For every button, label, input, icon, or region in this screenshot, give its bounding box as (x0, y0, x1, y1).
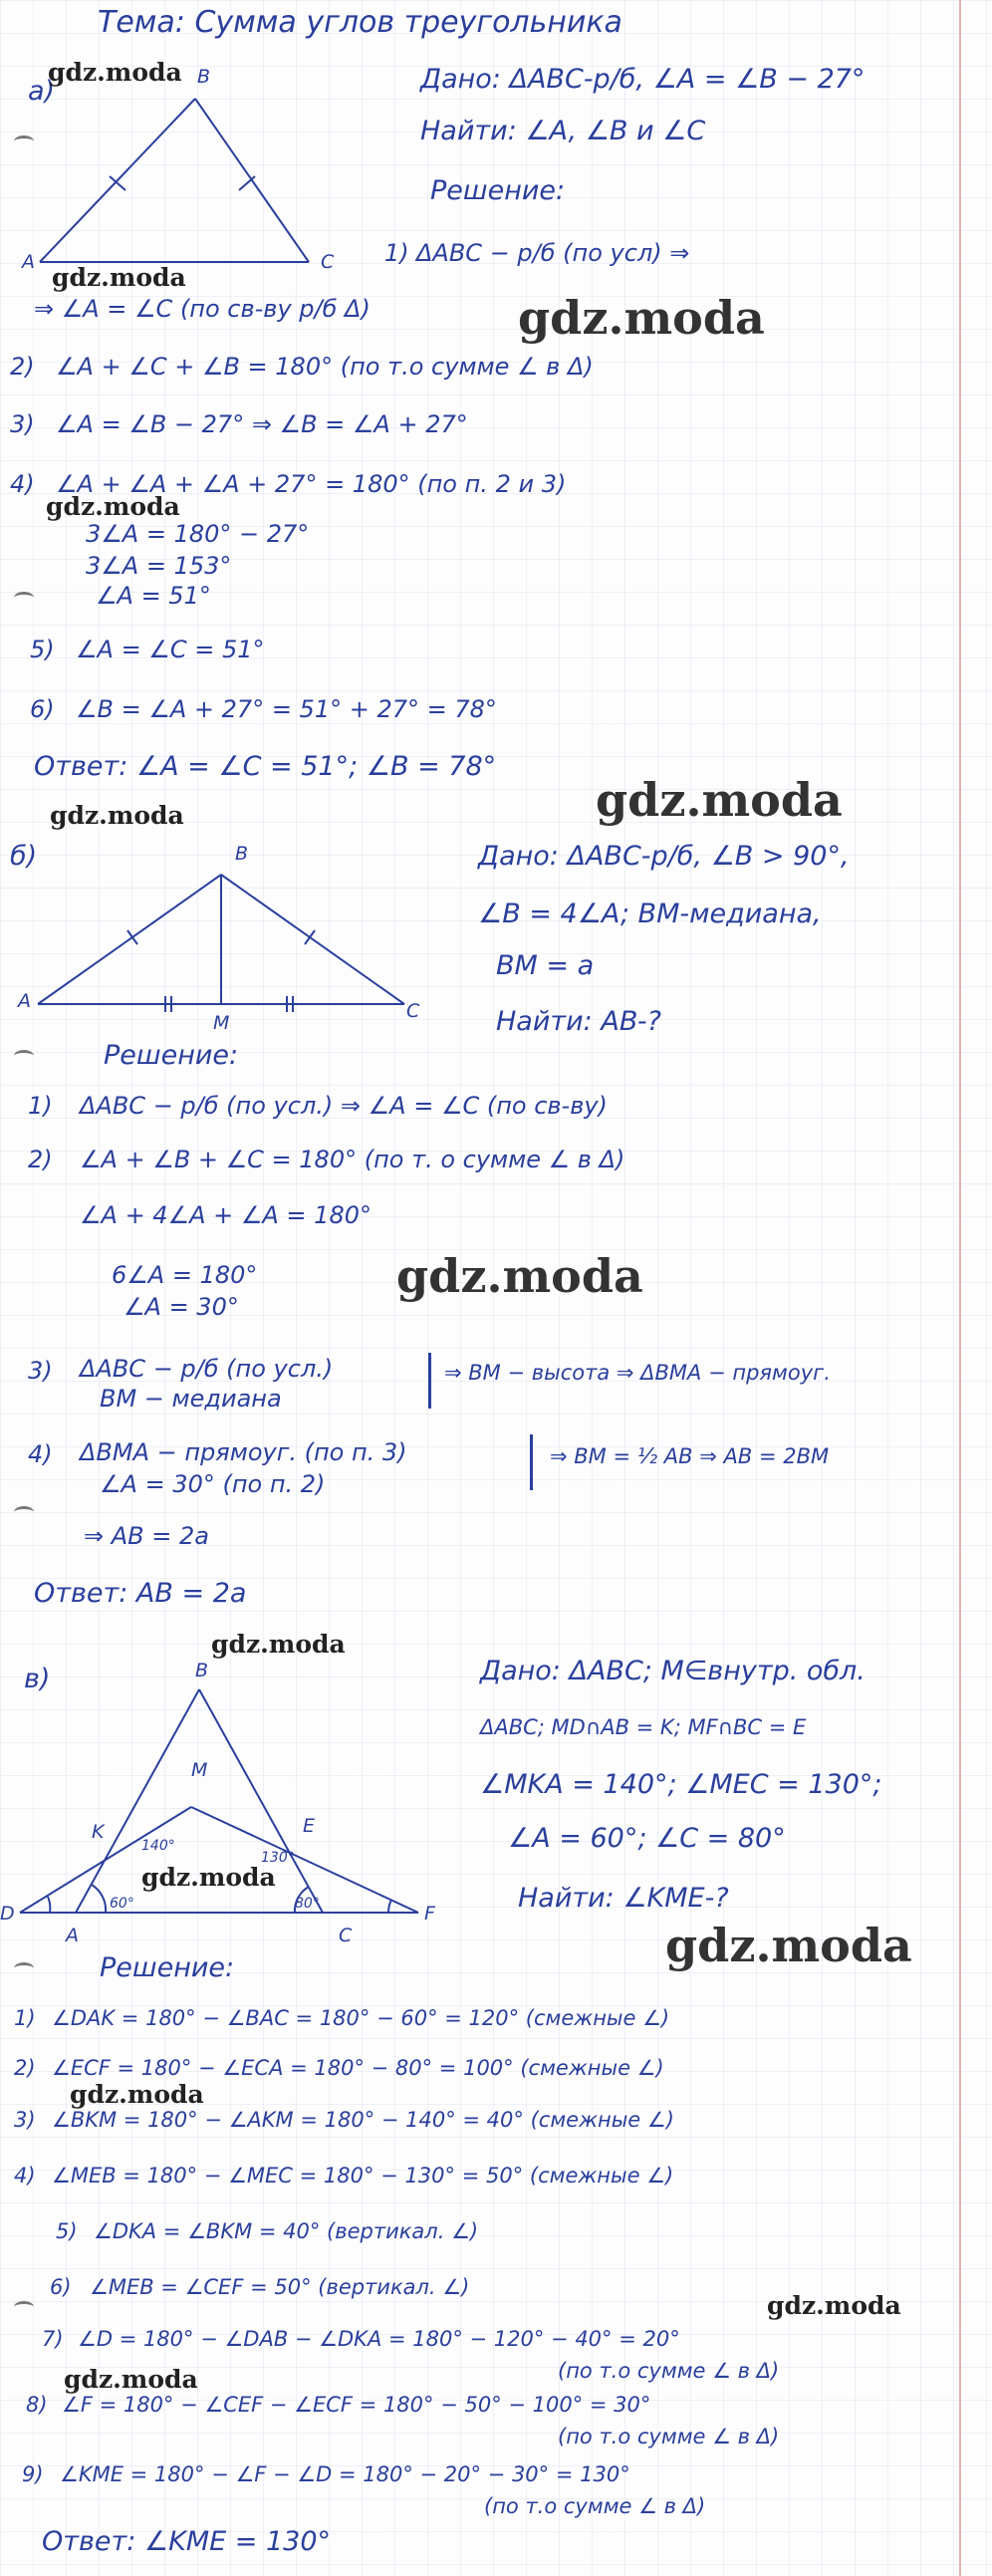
vertex-a-label: A (18, 990, 31, 1012)
watermark: gdz.moda (46, 492, 180, 521)
step-number: 5) (56, 2219, 78, 2243)
step-number: 6) (30, 695, 55, 723)
vertex-c-label: C (321, 251, 335, 273)
step-text: ΔABC − р/б (по усл.) (80, 1355, 334, 1383)
binder-hole-mark (14, 1962, 34, 1974)
step-text: ∠BKM = 180° − ∠AKM = 180° − 140° = 40° (смежные ∠) (52, 2108, 674, 2132)
watermark: gdz.moda (70, 2080, 204, 2109)
step-text: ∠A + 4∠A + ∠A = 180° (80, 1201, 372, 1229)
step-text: ⇒ ∠A = ∠C (по св-ву р/б Δ) (34, 295, 371, 323)
vertex-b-label: B (197, 66, 211, 88)
part-c-label: в) (24, 1664, 51, 1694)
watermark: gdz.moda (48, 58, 182, 87)
step-text: ∠D = 180° − ∠DAB − ∠DKA = 180° − 120° − 40° = 20° (78, 2327, 680, 2351)
vertex-c-label: C (339, 1925, 353, 1946)
solution-title-a: Решение: (430, 175, 566, 206)
step-text: ∠A = 30° (124, 1293, 239, 1321)
equal-tick-mark (239, 176, 255, 190)
step-text: ∠KME = 180° − ∠F − ∠D = 180° − 20° − 30° = 130° (60, 2462, 630, 2486)
watermark: gdz.moda (211, 1630, 346, 1659)
line-dm (20, 1807, 191, 1913)
vertex-k-label: K (92, 1821, 105, 1843)
angle-arc-d (48, 1897, 50, 1913)
vertex-e-label: E (303, 1815, 316, 1837)
given-c-line-1: Дано: ΔABC; M∈внутр. обл. (480, 1656, 866, 1686)
step-number: 1) (384, 239, 409, 267)
step-text: ΔABC − р/б (по усл.) ⇒ ∠A = ∠C (по св-ву) (80, 1092, 608, 1120)
step-text: ∠DKA = ∠BKM = 40° (вертикал. ∠) (94, 2219, 479, 2243)
step-text: 3∠A = 180° − 27° (86, 520, 310, 548)
step-text: ∠A + ∠C + ∠B = 180° (по т.о сумме ∠ в Δ) (56, 353, 594, 381)
equal-tick-mark (305, 930, 315, 944)
answer-a: Ответ: ∠A = ∠C = 51°; ∠B = 78° (34, 751, 497, 782)
step-text: ∠A + ∠B + ∠C = 180° (по т. о сумме ∠ в Δ) (80, 1146, 625, 1173)
binder-hole-mark (14, 2301, 34, 2313)
watermark: gdz.moda (596, 773, 843, 827)
step-number: 3) (10, 410, 35, 438)
step-text: ∠MEB = ∠CEF = 50° (вертикал. ∠) (90, 2275, 470, 2299)
step-number: 2) (10, 353, 35, 381)
step-number: 1) (14, 2006, 36, 2030)
find-c: Найти: ∠KME-? (518, 1883, 729, 1914)
angle-arc-f (388, 1900, 391, 1913)
step-text: ∠B = ∠A + 27° = 51° + 27° = 78° (76, 695, 497, 723)
find-a: Найти: ∠A, ∠B и ∠C (420, 116, 706, 146)
vertex-f-label: F (424, 1903, 435, 1925)
step-text: ∠DAK = 180° − ∠BAC = 180° − 60° = 120° (смежные ∠) (52, 2006, 670, 2030)
binder-hole-mark (14, 1506, 34, 1518)
step-text: ΔABC − р/б (по усл) ⇒ (416, 239, 690, 267)
angle-label-k: 140° (141, 1838, 175, 1854)
step-number: 9) (22, 2462, 44, 2486)
given-c-line-2: ΔABC; MD∩AB = K; MF∩BC = E (480, 1715, 807, 1739)
step-text: ⇒ BM = ½ AB ⇒ AB = 2BM (550, 1444, 830, 1468)
equal-tick-mark (110, 176, 125, 190)
brace-divider (428, 1353, 431, 1409)
watermark: gdz.moda (767, 2291, 901, 2320)
binder-hole-mark (14, 592, 34, 604)
step-number: 6) (50, 2275, 72, 2299)
watermark: gdz.moda (141, 1863, 276, 1892)
equal-tick-mark (127, 930, 137, 944)
step-text: (по т.о сумме ∠ в Δ) (558, 2359, 780, 2383)
step-text: ∠A + ∠A + ∠A + 27° = 180° (по п. 2 и 3) (56, 470, 567, 498)
angle-label-a: 60° (110, 1896, 134, 1912)
step-number: 1) (28, 1092, 53, 1120)
step-text: ∠F = 180° − ∠CEF − ∠ECF = 180° − 50° − 100° = 30° (62, 2393, 651, 2417)
brace-divider (530, 1434, 533, 1490)
find-b: Найти: AB-? (496, 1006, 661, 1037)
vertex-c-label: C (406, 1000, 420, 1022)
triangle-b-figure (26, 865, 424, 1014)
watermark: gdz.moda (52, 263, 186, 292)
vertex-m-label: M (191, 1759, 208, 1781)
angle-label-c: 80° (295, 1896, 320, 1912)
vertex-a-label: A (66, 1925, 79, 1946)
step-number: 5) (30, 636, 55, 663)
vertex-a-label: A (22, 251, 35, 273)
solution-title-b: Решение: (104, 1040, 239, 1071)
given-b-line-1: Дано: ΔABC-р/б, ∠B > 90°, (478, 841, 850, 872)
angle-label-e: 130° (261, 1850, 295, 1866)
angle-arc-a (92, 1885, 106, 1913)
given-b-line-2: ∠B = 4∠A; BM-медиана, (478, 899, 822, 929)
part-a-label: а) (28, 76, 56, 107)
watermark: gdz.moda (518, 291, 765, 345)
step-text: ∠A = ∠C = 51° (76, 636, 265, 663)
part-b-label: б) (10, 841, 38, 872)
triangle-c-figure (10, 1674, 448, 1932)
step-text: ∠A = 51° (96, 582, 211, 610)
vertex-b-label: B (195, 1660, 209, 1681)
given-b-line-3: BM = a (496, 950, 595, 981)
step-number: 7) (42, 2327, 64, 2351)
step-number: 4) (14, 2164, 36, 2188)
vertex-m-label: M (213, 1012, 230, 1034)
step-number: 2) (28, 1146, 53, 1173)
step-number: 2) (14, 2056, 36, 2080)
step-text: BM − медиана (100, 1385, 282, 1413)
watermark: gdz.moda (50, 801, 184, 830)
step-number: 4) (10, 470, 35, 498)
vertex-b-label: B (235, 843, 249, 865)
triangle-a-figure (30, 95, 329, 274)
step-number: 3) (28, 1357, 53, 1385)
step-text: ∠A = ∠B − 27° ⇒ ∠B = ∠A + 27° (56, 410, 468, 438)
step-text: ΔBMA − прямоуг. (по п. 3) (80, 1438, 407, 1466)
answer-b: Ответ: AB = 2a (34, 1578, 247, 1609)
step-text: ⇒ AB = 2a (84, 1522, 209, 1550)
step-number: 3) (14, 2108, 36, 2132)
step-text: 3∠A = 153° (86, 552, 232, 580)
step-text: ∠MEB = 180° − ∠MEC = 180° − 130° = 50° (смежные ∠) (52, 2164, 674, 2188)
step-number: 4) (28, 1440, 53, 1468)
watermark: gdz.moda (396, 1249, 643, 1303)
step-text: ∠ECF = 180° − ∠ECA = 180° − 80° = 100° (смежные ∠) (52, 2056, 664, 2080)
step-text: ⇒ BM − высота ⇒ ΔBMA − прямоуг. (444, 1361, 831, 1385)
step-text: (по т.о сумме ∠ в Δ) (558, 2425, 780, 2448)
watermark: gdz.moda (64, 2365, 198, 2394)
solution-title-c: Решение: (100, 1952, 235, 1983)
watermark: gdz.moda (665, 1919, 912, 1972)
step-text: (по т.о сумме ∠ в Δ) (484, 2494, 706, 2518)
given-c-line-3: ∠MKA = 140°; ∠MEC = 130°; (480, 1769, 882, 1800)
step-text: ∠A = 30° (по п. 2) (100, 1470, 326, 1498)
given-c-line-4: ∠A = 60°; ∠C = 80° (508, 1823, 786, 1854)
given-a: Дано: ΔABC-р/б, ∠A = ∠B − 27° (420, 64, 866, 95)
step-number: 8) (26, 2393, 48, 2417)
binder-hole-mark (14, 1050, 34, 1062)
topic-title: Тема: Сумма углов треугольника (98, 5, 622, 40)
answer-c: Ответ: ∠KME = 130° (42, 2526, 331, 2557)
step-text: 6∠A = 180° (112, 1261, 258, 1289)
vertex-d-label: D (0, 1903, 15, 1925)
margin-line (959, 0, 961, 2576)
